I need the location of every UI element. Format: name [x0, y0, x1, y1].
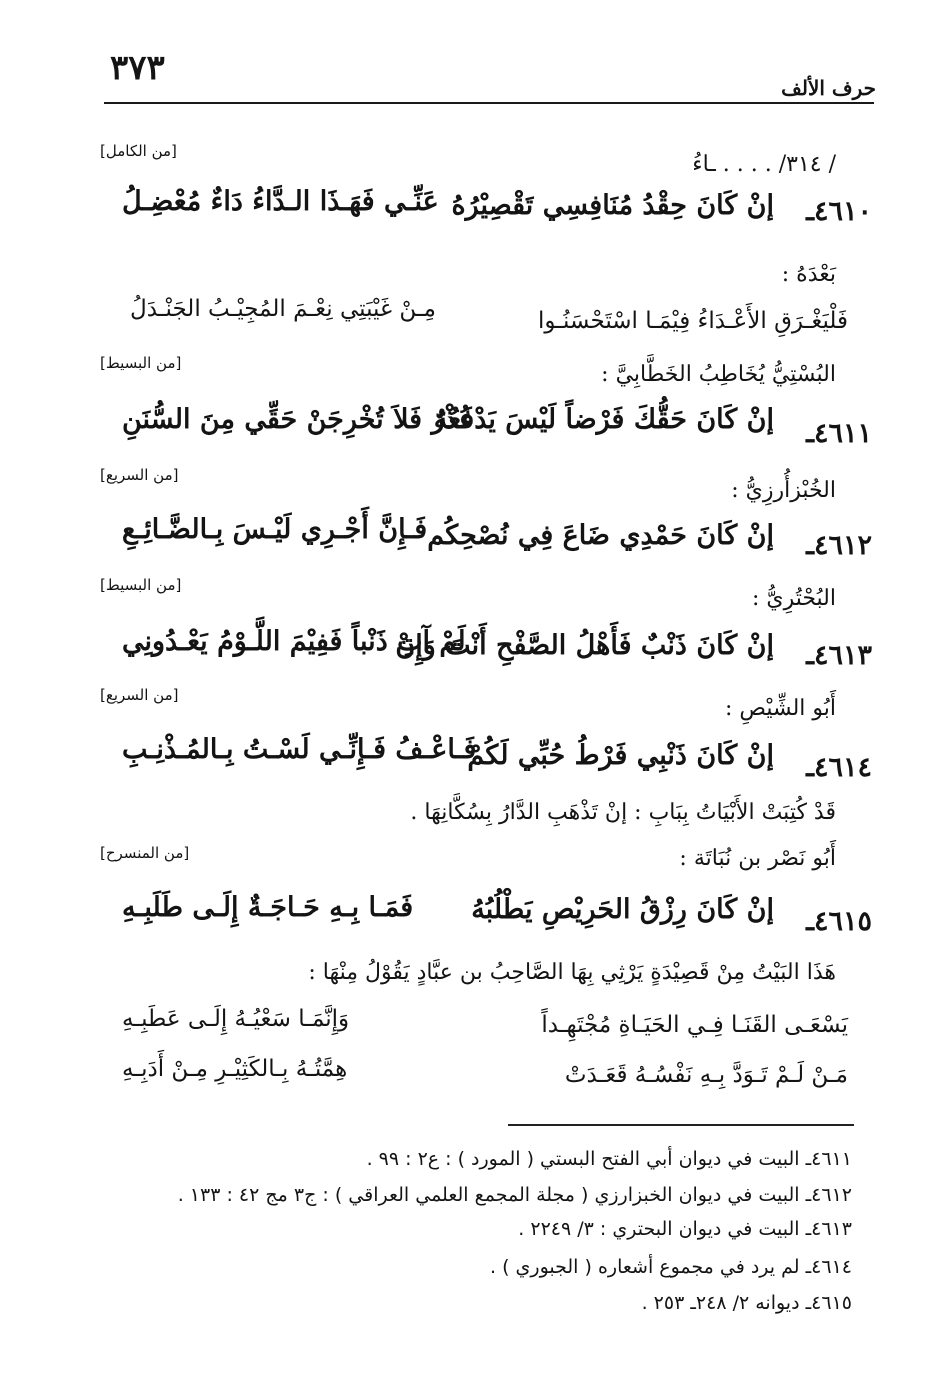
verse-first-hemistich: إنْ كَانَ رِزْقُ الحَرِيْصِ يَطْلُبُهُ: [471, 894, 774, 925]
meter-label: [من البسيط]: [100, 576, 182, 594]
verse-first-hemistich: إنْ كَانَ ذَنْبٌ فَأَهْلُ الصَّفْحِ أَنْتَ وَإِنْ: [395, 630, 774, 661]
verse-number: ٤٦١٤ـ: [806, 752, 872, 783]
verse-first-hemistich: إنْ كَانَ حَقُّكَ فَرْضاً لَيْسَ يَدْفَعُهُ: [433, 404, 774, 435]
meter-label: [من المنسرح]: [100, 844, 190, 862]
meter-label: [من السريع]: [100, 466, 179, 484]
verse-second-hemistich: فَمَـا بِـهِ حَـاجَـةٌ إِلَـى طَلَبِـهِ: [122, 892, 414, 923]
chapter-title: حرف الألف: [781, 76, 876, 100]
footnote-rule: [508, 1124, 854, 1126]
meter-label: [من البسيط]: [100, 354, 182, 372]
extra-verse-second-hemistich: وَإِنَّمَـا سَعْيُـهُ إِلَـى عَطَبِـهِ: [122, 1006, 350, 1032]
rhyme-letter-reference: / ٣١٤/ . . . . ـاءُ: [692, 152, 836, 177]
page-number: ٣٧٣: [110, 48, 165, 88]
footnote: ٤٦١٤ـ لم يرد في مجموع أشعاره ( الجبوري ) .: [490, 1256, 852, 1278]
poet-name: الخُبْزأُرزِيُّ :: [731, 478, 836, 503]
meter-label: [من الكامل]: [100, 142, 177, 160]
note-line: هَذَا البَيْتُ مِنْ قَصِيْدَةٍ يَرْثِي بِهَا الصَّاحِبُ بن عبَّادٍ يَقُوْلُ مِنْهَا :: [308, 960, 836, 985]
verse-first-hemistich: إنْ كَانَ ذَنْبِي فَرْطُ حُبِّي لَكُمْ: [467, 740, 774, 771]
verse-number: ٤٦١٢ـ: [806, 530, 872, 561]
extra-verse-first-hemistich: مَـنْ لَـمْ تَـوَدَّ بِـهِ نَفْسُـهُ قَعَـدَتْ: [564, 1062, 848, 1088]
poet-name: البُسْتِيُّ يُخَاطِبُ الخَطَّابِيَّ :: [601, 362, 836, 387]
header-rule: [104, 102, 874, 104]
verse-first-hemistich: إنْ كَانَ حَمْدِي ضَاعَ فِي نُصْحِكُم: [427, 520, 774, 551]
verse-number: ٤٦١٥ـ: [806, 906, 872, 937]
after-label: بَعْدَهُ :: [781, 262, 836, 287]
poet-name: البُحْتُرِيُّ :: [751, 586, 836, 611]
footnote: ٤٦١٣ـ البيت في ديوان البحتري : ٣/ ٢٢٤٩ .: [518, 1218, 852, 1240]
poet-name: أَبُو نَصْر بن نُبَاتَة :: [679, 846, 836, 871]
extra-verse-second-hemistich: هِمَّتُـهُ بِـالكَثِيْـرِ مِـنْ أَدَبِـهِ: [122, 1056, 348, 1082]
extra-verse-first-hemistich: فَلْيَغْـرَقِ الأَعْـدَاءُ فِيْمَـا اسْتَحْسَنُـوا: [538, 308, 848, 334]
verse-first-hemistich: إنْ كَانَ حِقْدُ مُنَافِسِي تَقْصِيْرُهُ: [451, 190, 774, 221]
verse-number: ٤٦١١ـ: [806, 418, 872, 449]
verse-second-hemistich: فَـاعْـفُ فَـإِنِّـي لَسْـتُ بِـالمُـذْنِـبِ: [122, 734, 477, 765]
extra-verse-first-hemistich: يَسْعَـى القَنَـا فِـي الحَيَـاةِ مُجْتَهِـداً: [541, 1012, 848, 1038]
poet-name: أَبُو الشِّيْصِ :: [724, 696, 836, 721]
footnote: ٤٦١٢ـ البيت في ديوان الخبزارزي ( مجلة المجمع العلمي العراقي ) : ج٣ مج ٤٢ : ١٣٣ .: [177, 1184, 852, 1206]
extra-verse-second-hemistich: مِـنْ غَيْبَتِي نِعْـمَ المُجِيْـبُ الجَنْـدَلُ: [130, 296, 436, 322]
verse-number: ٤٦١٣ـ: [806, 640, 872, 671]
verse-second-hemistich: لَمْ آتِ ذَنْباً فَفِيْمَ اللَّـوْمُ يَعْـدُونِي: [122, 626, 466, 657]
verse-second-hemistich: فَـإِنَّ أَجْـرِي لَيْـسَ بِـالضَّـائِـعِ: [122, 514, 428, 545]
verse-second-hemistich: عُذْرٌ فَلاَ تُخْرِجَنْ حَقِّي مِنَ السُّنَنِ: [122, 404, 475, 435]
footnote: ٤٦١١ـ البيت في ديوان أبي الفتح البستي ( المورد ) : ع٢ : ٩٩ .: [366, 1148, 852, 1170]
verse-second-hemistich: عَنِّـي فَهَـذَا الـدَّاءُ دَاءٌ مُعْضِـلُ: [122, 186, 439, 217]
note-line: قَدْ كُتِبَتْ الأَبْيَاتُ بِبَابِ : إنْ تَذْهَبِ الدَّارُ بِسُكَّانِهَا .: [410, 800, 836, 825]
verse-number: ٤٦١٠ـ: [806, 196, 872, 227]
meter-label: [من السريع]: [100, 686, 179, 704]
footnote: ٤٦١٥ـ ديوانه ٢/ ٢٤٨ـ ٢٥٣ .: [641, 1292, 852, 1314]
